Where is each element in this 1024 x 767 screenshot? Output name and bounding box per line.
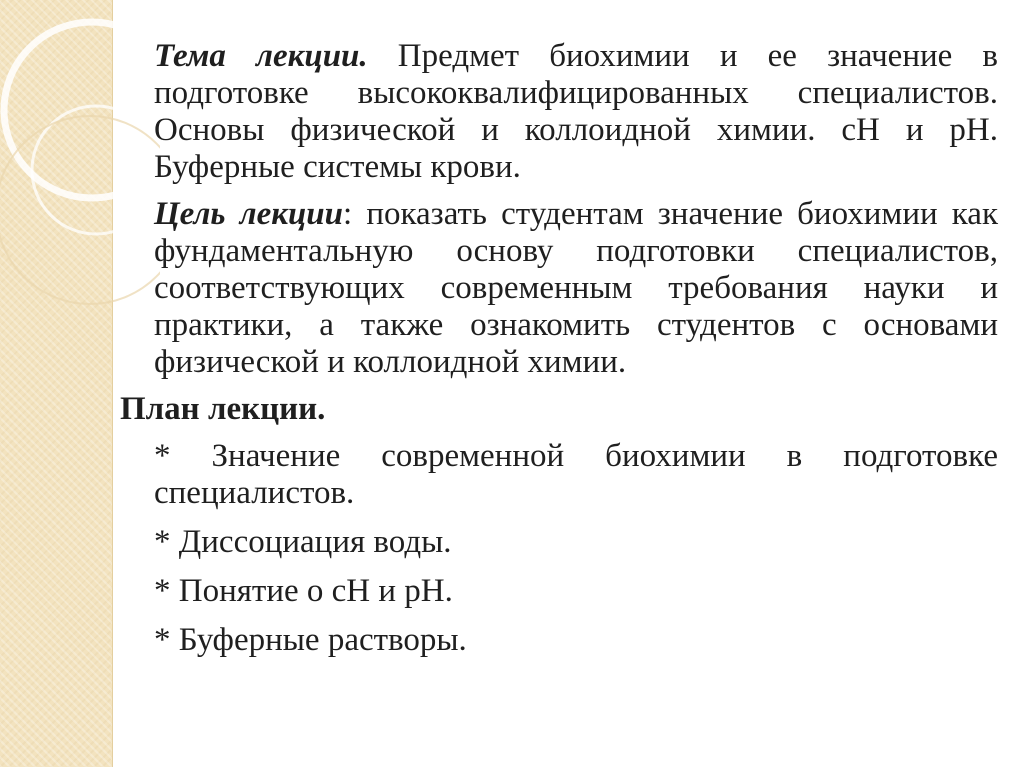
topic-paragraph bbox=[120, 38, 998, 186]
plan-item-4: * Буферные растворы. bbox=[154, 622, 467, 658]
goal-colon: : bbox=[343, 196, 353, 232]
topic-text: Предмет биохимии и ее значение в подготовке высококвалифицированных специалистов. Основы физической и коллоидной химии. cН и pН. Буферные системы крови. bbox=[154, 38, 999, 185]
goal-label: Цель лекции bbox=[154, 196, 344, 232]
plan-item-1: * Значение современной биохимии в подготовке специалистов. bbox=[154, 438, 998, 511]
lecture-content bbox=[120, 38, 998, 671]
plan-title: План лекции. bbox=[120, 391, 326, 427]
decorative-side-band bbox=[0, 0, 113, 767]
goal-text: показать студентам значение биохимии как фундаментальную основу подготовки специалистов, соответствующих современным требования науки и практики, а также ознакомить студентов с основами физической и коллоидной химии. bbox=[154, 196, 998, 380]
topic-label: Тема лекции. bbox=[154, 38, 368, 74]
plan-item-3: * Понятие о cН и pН. bbox=[154, 573, 453, 609]
goal-paragraph bbox=[120, 196, 998, 381]
plan-item-2: * Диссоциация воды. bbox=[154, 524, 452, 560]
